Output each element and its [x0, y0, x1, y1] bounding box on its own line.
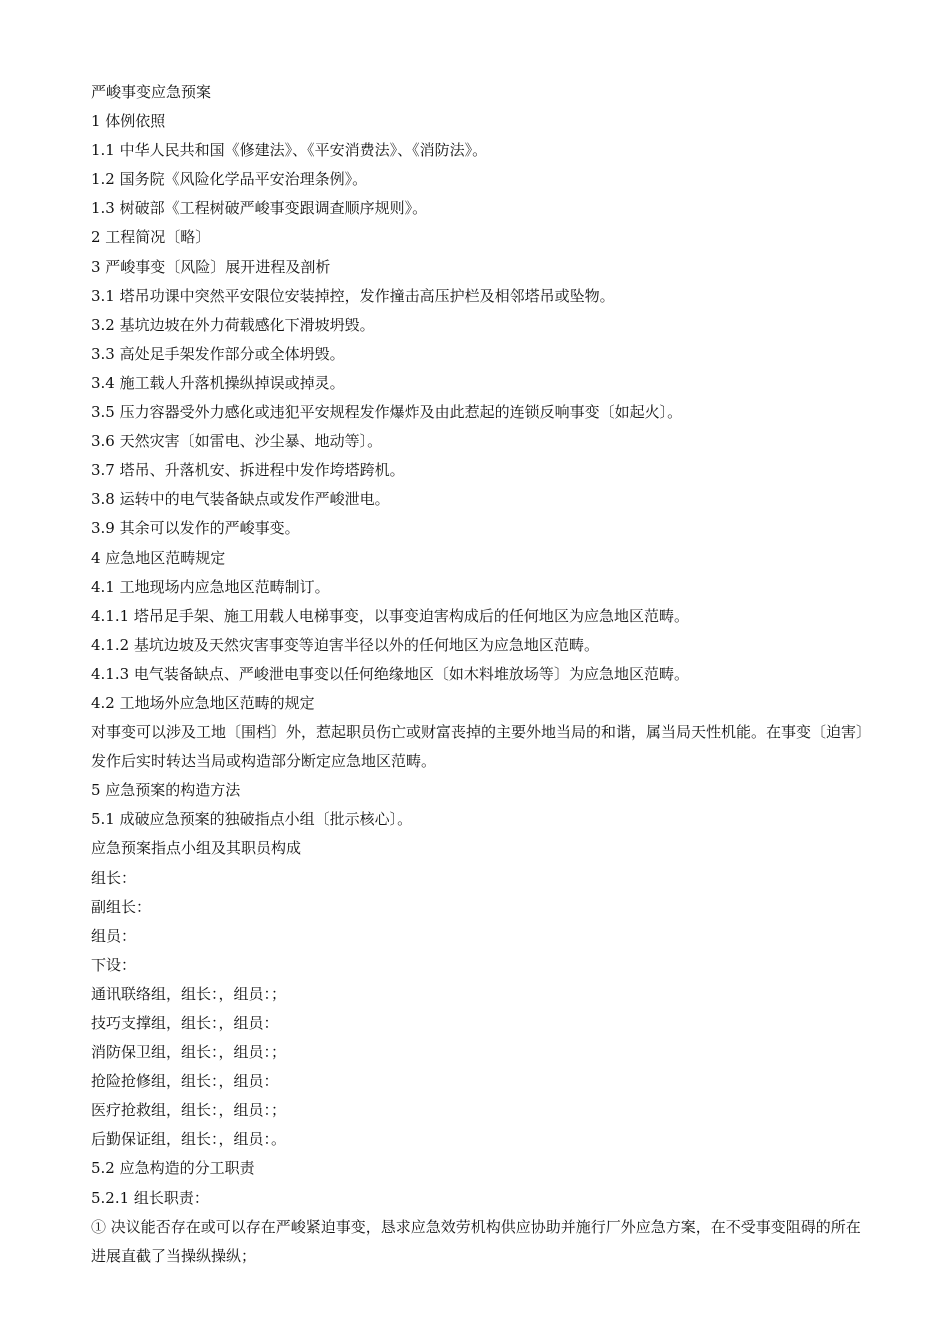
text-line: 3 严峻事变〔风险〕展开进程及剖析: [91, 257, 331, 276]
text-line: 4.2 工地场外应急地区范畴的规定: [91, 693, 315, 712]
text-line: 3.9 其余可以发作的严峻事变。: [91, 519, 300, 538]
text-line: 3.5 压力容器受外力感化或违犯平安规程发作爆炸及由此惹起的连锁反响事变〔如起火〕。: [91, 403, 683, 422]
text-line: 通讯联络组，组长：，组员：；: [91, 984, 287, 1003]
text-line: 4.1 工地现场内应急地区范畴制订。: [91, 577, 330, 596]
text-line: 组长：: [91, 868, 137, 887]
text-line: 组员：: [91, 926, 137, 945]
text-line: 4.1.1 塔吊足手架、施工用载人电梯事变，以事变迫害构成后的任何地区为应急地区范畴。: [91, 606, 689, 625]
text-line: 1.1 中华人民共和国《修建法》、《平安消费法》、《消防法》。: [91, 141, 488, 160]
text-line: 3.3 高处足手架发作部分或全体坍毁。: [91, 344, 345, 363]
text-line: 3.8 运转中的电气装备缺点或发作严峻泄电。: [91, 490, 390, 509]
text-line: 1 体例依照: [91, 112, 166, 131]
text-line: 3.4 施工载人升落机操纵掉误或掉灵。: [91, 373, 345, 392]
text-line: 3.7 塔吊、升落机安、拆进程中发作垮塔跨机。: [91, 461, 405, 480]
text-line: 技巧支撑组，组长：，组员：: [91, 1014, 279, 1032]
text-line: 消防保卫组，组长：，组员：；: [91, 1043, 287, 1062]
text-line: 4.1.2 基坑边坡及天然灾害事变等迫害半径以外的任何地区为应急地区范畴。: [91, 635, 599, 654]
text-line: 3.6 天然灾害〔如雷电、沙尘暴、地动等〕。: [91, 432, 383, 451]
text-line: 副组长：: [91, 897, 152, 916]
document-body: [91, 78, 871, 1271]
text-line: 3.1 塔吊功课中突然平安限位安装掉控，发作撞击高压护栏及相邻塔吊或坠物。: [91, 286, 615, 305]
text-line: 下设：: [91, 955, 137, 974]
text-line: 3.2 基坑边坡在外力荷载感化下滑坡坍毁。: [91, 315, 375, 334]
text-line: 应急预案指点小组及其职员构成: [91, 839, 302, 858]
text-line: 后勤保证组，组长：，组员：。: [91, 1130, 287, 1149]
text-line: 1.3 树破部《工程树破严峻事变跟调查顺序规则》。: [91, 199, 428, 218]
text-line: 2 工程简况〔略〕: [91, 228, 211, 247]
text-line: 4.1.3 电气装备缺点、严峻泄电事变以任何绝缘地区〔如木料堆放场等〕为应急地区范畴。: [91, 664, 689, 683]
text-line: 抢险抢修组，组长：，组员：: [91, 1072, 279, 1091]
document-title: 严峻事变应急预案: [91, 83, 212, 101]
text-line: 5.2.1 组长职责：: [91, 1188, 209, 1207]
text-line: 1.2 国务院《风险化学品平安治理条例》。: [91, 170, 368, 189]
text-line: 4 应急地区范畴规定: [91, 548, 226, 567]
text-line: 5.2 应急构造的分工职责: [91, 1159, 255, 1178]
text-line: 5.1 成破应急预案的独破指点小组〔批示核心〕。: [91, 810, 413, 829]
text-line: 5 应急预案的构造方法: [91, 781, 241, 800]
body-paragraph: 对事变可以涉及工地〔围档〕外，惹起职员伤亡或财富丧掉的主要外地当局的和谐，属当局天性机能。在事变〔迫害〕发作后实时转达当局或构造部分断定应急地区范畴。: [91, 723, 872, 771]
body-paragraph: ① 决议能否存在或可以存在严峻紧迫事变，恳求应急效劳机构供应协助并施行厂外应急方案，在不受事变阻碍的所在进展直截了当操纵操纵；: [91, 1217, 861, 1265]
text-line: 医疗抢救组，组长：，组员：；: [91, 1101, 287, 1120]
